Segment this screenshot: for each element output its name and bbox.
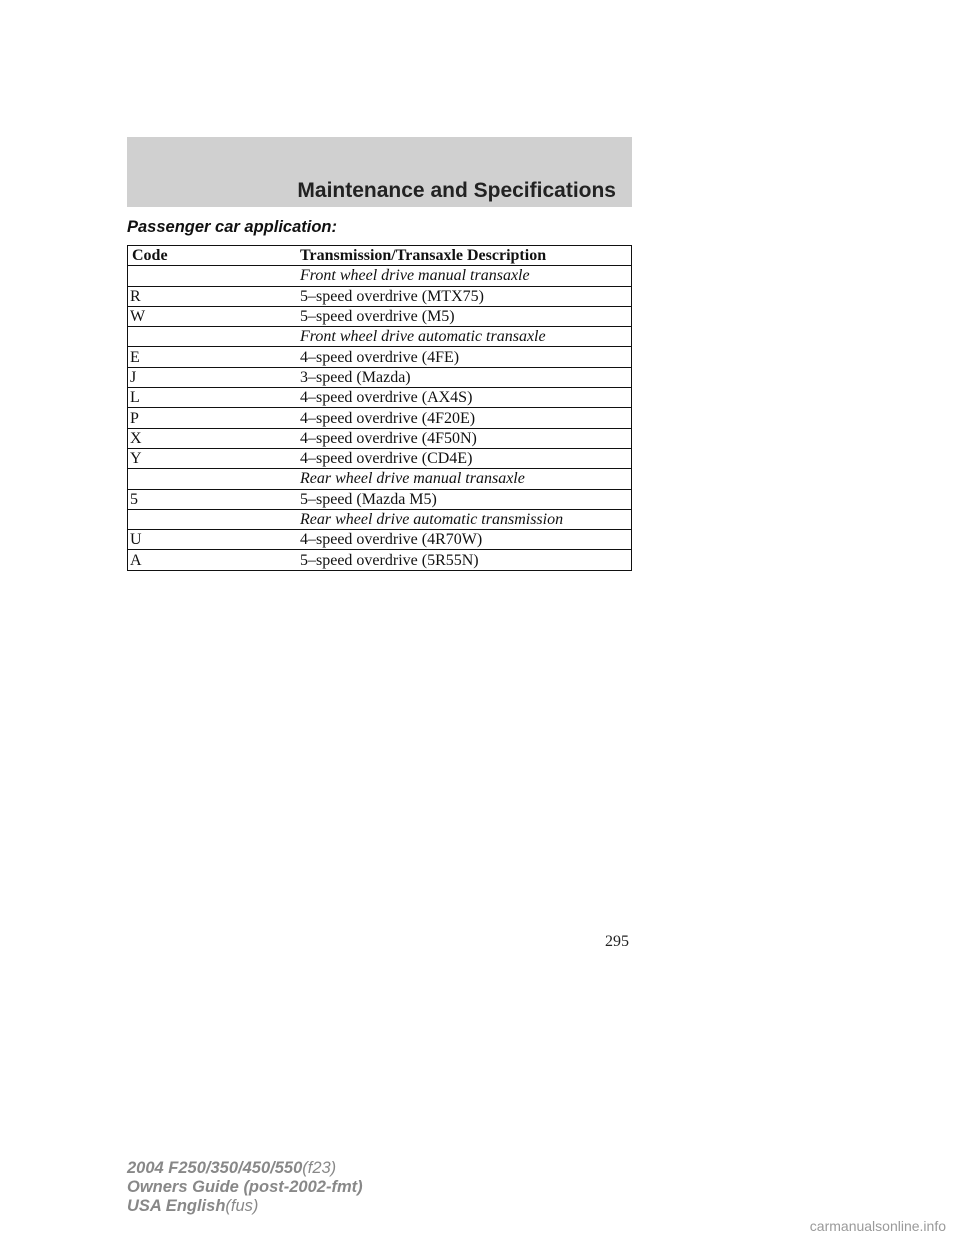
cell-description: 4–speed overdrive (AX4S): [298, 388, 632, 408]
column-header-description: Transmission/Transaxle Description: [298, 246, 632, 266]
cell-description: 4–speed overdrive (4F50N): [298, 428, 632, 448]
cell-code: P: [128, 408, 299, 428]
table-row: [128, 266, 632, 286]
cell-category: Rear wheel drive automatic transmission: [298, 509, 632, 529]
cell-code: [128, 469, 299, 489]
cell-description: 4–speed overdrive (4F20E): [298, 408, 632, 428]
table-row: [128, 469, 632, 489]
cell-code: W: [128, 306, 299, 326]
table-row: [128, 550, 632, 570]
cell-category: Rear wheel drive manual transaxle: [298, 469, 632, 489]
transmission-code-table: [127, 245, 632, 571]
footer-line-3: [127, 1197, 363, 1216]
cell-code: J: [128, 367, 299, 387]
watermark: carmanualsonline.info: [809, 1218, 946, 1234]
cell-code: Y: [128, 448, 299, 468]
cell-code: X: [128, 428, 299, 448]
cell-code: R: [128, 286, 299, 306]
table-row: [128, 530, 632, 550]
cell-code: 5: [128, 489, 299, 509]
cell-description: 5–speed (Mazda M5): [298, 489, 632, 509]
cell-description: 5–speed overdrive (M5): [298, 306, 632, 326]
cell-category: Front wheel drive automatic transaxle: [298, 327, 632, 347]
header-band: [127, 137, 632, 207]
footer-language-code: (fus): [225, 1197, 259, 1215]
footer-line-2: [127, 1178, 363, 1197]
section-heading: Passenger car application:: [127, 218, 337, 236]
table-row: [128, 388, 632, 408]
page-title: Maintenance and Specifications: [297, 179, 616, 202]
cell-category: Front wheel drive manual transaxle: [298, 266, 632, 286]
cell-description: 4–speed overdrive (4FE): [298, 347, 632, 367]
cell-code: [128, 509, 299, 529]
table-row: [128, 347, 632, 367]
table-row: [128, 509, 632, 529]
cell-code: E: [128, 347, 299, 367]
footer-model: 2004 F250/350/450/550: [127, 1159, 303, 1177]
footer-model-code: (f23): [302, 1159, 337, 1177]
table-row: [128, 428, 632, 448]
cell-description: 4–speed overdrive (4R70W): [298, 530, 632, 550]
table-body: [128, 266, 632, 570]
table-row: [128, 306, 632, 326]
footer-language: USA English: [127, 1197, 226, 1215]
cell-code: L: [128, 388, 299, 408]
page-number: 295: [605, 933, 629, 950]
table-row: [128, 286, 632, 306]
cell-description: 5–speed overdrive (MTX75): [298, 286, 632, 306]
cell-code: [128, 327, 299, 347]
cell-code: [128, 266, 299, 286]
table-row: [128, 408, 632, 428]
cell-code: A: [128, 550, 299, 570]
column-header-code: Code: [128, 246, 299, 266]
footer-guide-format: Owners Guide (post-2002-fmt): [127, 1178, 363, 1196]
footer-line-1: [127, 1159, 363, 1178]
cell-description: 4–speed overdrive (CD4E): [298, 448, 632, 468]
cell-description: 3–speed (Mazda): [298, 367, 632, 387]
table-row: [128, 489, 632, 509]
table-header-row: [128, 246, 632, 266]
table-row: [128, 448, 632, 468]
cell-code: U: [128, 530, 299, 550]
table-row: [128, 327, 632, 347]
cell-description: 5–speed overdrive (5R55N): [298, 550, 632, 570]
table-row: [128, 367, 632, 387]
document-footer: [127, 1159, 363, 1216]
